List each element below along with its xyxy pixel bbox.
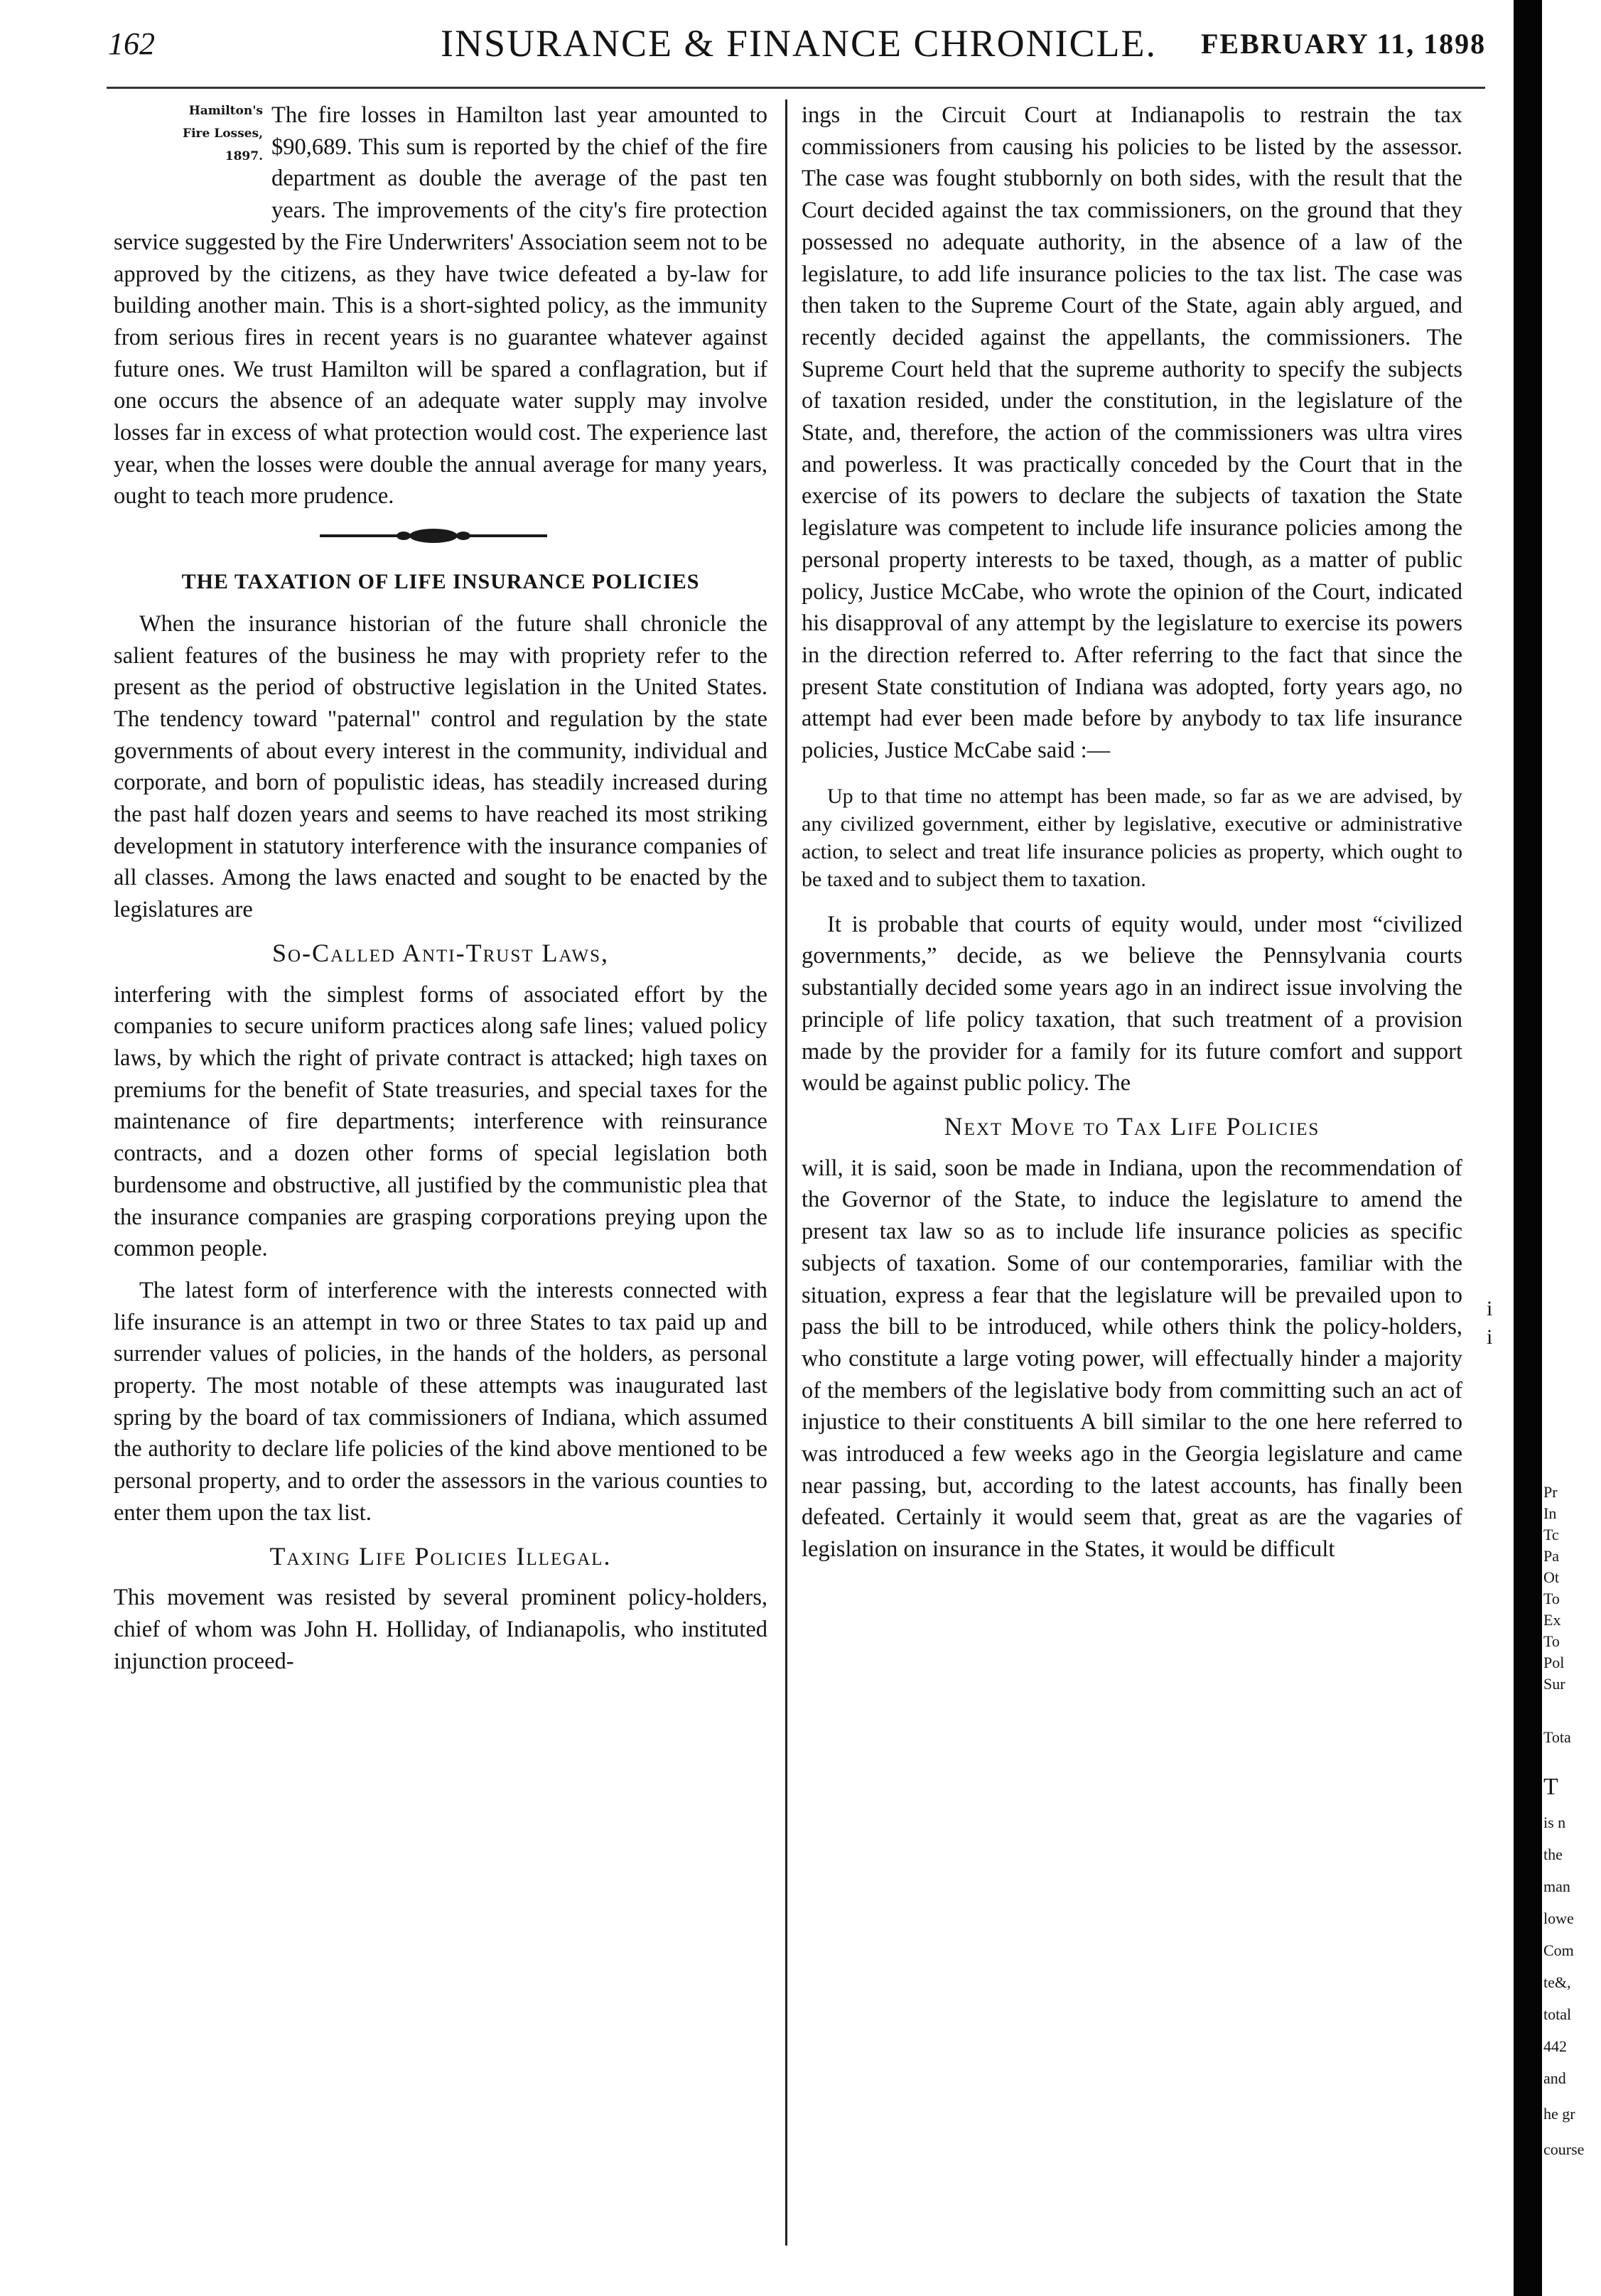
taxation-intro-paragraph: When the insurance historian of the future shall chronicle the salient features of the business he may with propriety refer to the present as the period of obstructive legislation in the United States. The tendency toward "paternal" control and regulation by the state governments of about every interest in the community, individual and corporate, and born of populistic ideas, has steadily increased during the past half dozen years and seems to have reached its most striking development in statutory interference with the insurance companies of all classes. Among the laws enacted and sought to be enacted by the legislatures are: [114, 610, 767, 923]
sidenote-line: 1897.: [225, 149, 263, 163]
section-ornament: [114, 512, 767, 562]
hamilton-paragraph: The fire losses in Hamilton last year amounted to $90,689. This sum is reported by the chief of the fire department as double the average of the past ten years. The improvements of the city's fire protection service suggested by the Fire Underwriters' Association seem not to be approved by the citizens, as they have twice defeated a by-law for building another main. This is a short-sighted policy, as the immunity from serious fires in recent years is no guarantee whatever against future ones. We trust Hamilton will be spared a conflagration, but if one occurs the absence of an adequate water supply may involve losses far in excess of what protection would cost. The experience last year, when the losses were double the annual average for many years, ought to teach more prudence.: [114, 102, 767, 510]
margin-fragment: te&,: [1543, 1973, 1571, 1991]
margin-fragment: T: [1543, 1774, 1558, 1800]
margin-fragment: course: [1543, 2140, 1585, 2158]
resisted-paragraph: This movement was resisted by several prominent policy-holders, chief of whom was John H. Holliday, of Indianapolis, who instituted injunction proceed-: [114, 1585, 767, 1674]
header-rule: [107, 87, 1485, 89]
margin-fragment: To: [1543, 1590, 1560, 1607]
page-number: 162: [108, 26, 155, 61]
margin-fragment: Ot: [1543, 1568, 1559, 1586]
sidenote-line: Fire Losses,: [183, 126, 263, 141]
next-move-paragraph: will, it is said, soon be made in Indiana, upon the recommendation of the Governor of the State, to induce the legislature to amend the present tax law so as to include life insurance policies as specific subjects of taxation. Some of our contemporaries, familiar with the situation, express a fear that the legislature will be prevailed upon to pass the bill to be introduced, while others think the policy-holders, who constitute a large voting power, will effectually hinder a majority of the members of the legislative body from committing such an act of injustice to their constituents A bill similar to the one here referred to was introduced a few weeks ago in the Georgia legislature and came near passing, but, according to the latest accounts, has finally been defeated. Certainly it would seem that, great as are the vagaries of legislation on insurance in the States, it would be difficult: [802, 1155, 1462, 1563]
stray-mark: i: [1487, 1325, 1493, 1349]
margin-fragment: Tc: [1543, 1526, 1559, 1543]
left-column: [114, 99, 767, 1677]
ornament-rule-icon: [320, 525, 547, 546]
court-case-paragraph: ings in the Circuit Court at Indianapolis to restrain the tax commissioners from causing his policies to be listed by the assessor. The case was fought stubbornly on both sides, with the result that the Court decided against the tax commissioners, on the ground that they possessed no adequate authority, in the absence of a law of the legislature, to add life insurance policies to the tax list. The case was then taken to the Supreme Court of the State, again ably argued, and recently decided against the appellants, the commissioners. The Supreme Court held that the supreme authority to specify the subjects of taxation resided, under the constitution, in the legislature of the State, and, therefore, the action of the commissioners was ultra vires and powerless. It was practically conceded by the Court that in the exercise of its powers to declare the subjects of taxation the State legislature was competent to include life insurance policies among the personal property interests to be taxed, though, as a matter of public policy, Justice McCabe, who wrote the opinion of the Court, indicated his disapproval of any attempt by the legislature to exercise its powers in the direction referred to. After referring to the fact that since the present State constitution of Indiana was adopted, forty years ago, no attempt had ever been made before by anybody to tax life insurance policies, Justice McCabe said :—: [802, 102, 1462, 764]
margin-fragment: the: [1543, 1845, 1563, 1863]
margin-fragment: lowe: [1543, 1909, 1574, 1927]
margin-sidenote: [114, 99, 263, 199]
margin-fragment: Pr: [1543, 1483, 1558, 1501]
stray-mark: i: [1487, 1297, 1493, 1320]
latest-form-paragraph: The latest form of interference with the interests connected with life insurance is an attempt in two or three States to tax paid up and surrender values of policies, in the hands of the holders, as personal property. The most notable of these attempts was inaugurated last spring by the board of tax commissioners of Indiana, which assumed the authority to declare life policies of the kind above mentioned to be personal property, and to order the assessors in the various counties to enter them upon the tax list.: [114, 1277, 767, 1526]
margin-fragment: Ex: [1543, 1611, 1561, 1629]
margin-fragment: Com: [1543, 1941, 1574, 1959]
subhead-next-move: Next Move to Tax Life Policies: [944, 1111, 1320, 1141]
margin-fragment: Tota: [1543, 1728, 1571, 1746]
margin-fragment: Pol: [1543, 1654, 1565, 1671]
margin-fragment: To: [1543, 1632, 1560, 1650]
right-column: [802, 99, 1462, 1565]
margin-fragment: is n: [1543, 1813, 1566, 1831]
probable-paragraph: It is probable that courts of equity would, under most “civilized governments,” decide, as we believe the Pennsylvania courts substantially decided some years ago in an indirect issue involving the principle of life policy taxation, that such treatment of a provision made by the provider for a family for its future comfort and support would be against public policy. The: [802, 911, 1462, 1096]
issue-date: FEBRUARY 11, 1898: [1201, 28, 1487, 60]
margin-fragment: he gr: [1543, 2105, 1575, 2123]
margin-fragment: 442: [1543, 2037, 1567, 2055]
margin-fragment: Sur: [1543, 1675, 1565, 1693]
margin-fragment: man: [1543, 1877, 1570, 1895]
article-title: THE TAXATION OF LIFE INSURANCE POLICIES: [181, 570, 700, 594]
margin-fragment: total: [1543, 2005, 1572, 2023]
publication-title: INSURANCE & FINANCE CHRONICLE.: [441, 22, 1158, 65]
justice-quote: Up to that time no attempt has been made, so far as we are advised, by any civilized government, either by legislative, executive or administrative action, to select and treat life insurance policies as property, which ought to be taxed and to subject them to taxation.: [802, 784, 1462, 891]
margin-fragment: and: [1543, 2069, 1566, 2087]
margin-fragment: In: [1543, 1504, 1557, 1522]
page-header: [0, 21, 1601, 71]
anti-trust-paragraph: interfering with the simplest forms of associated effort by the companies to secure uniform practices along safe lines; valued policy laws, by which the right of private contract is attacked; high taxes on premiums for the benefit of State treasuries, and special taxes for the maintenance of fire departments; interference with reinsurance contracts, and a dozen other forms of special legislation both burdensome and obstructive, all justified by the communistic plea that the insurance companies are grasping corporations preying upon the common people.: [114, 981, 767, 1262]
subhead-anti-trust: So-Called Anti-Trust Laws,: [271, 938, 610, 967]
column-divider: [785, 99, 787, 2246]
sidenote-line: Hamilton's: [188, 104, 263, 118]
hamilton-article: [114, 99, 767, 512]
margin-fragment: Pa: [1543, 1547, 1559, 1565]
scan-binding-edge: [1514, 0, 1542, 2296]
subhead-taxing-illegal: Taxing Life Policies Illegal.: [269, 1541, 612, 1570]
